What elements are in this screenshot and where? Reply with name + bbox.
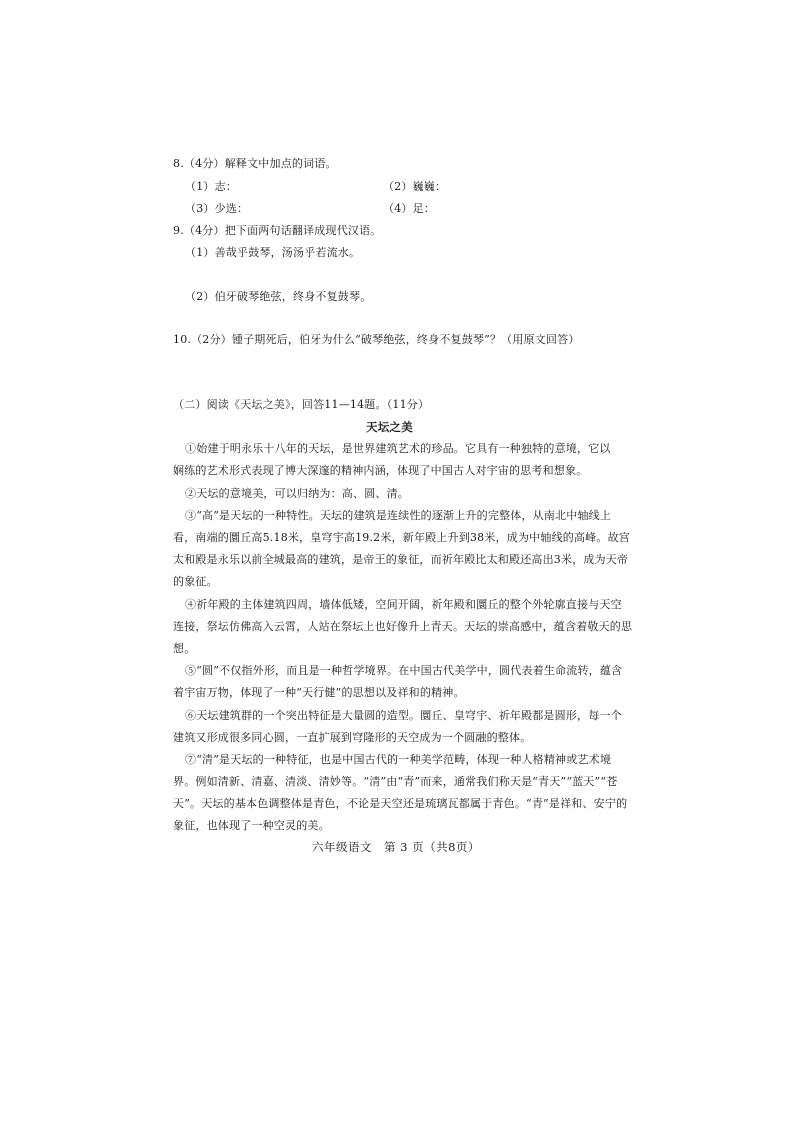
paragraph-line: ②天坛的意境美，可以归纳为：高、圆、清。 [185,487,409,500]
paragraph-line: 想。 [173,642,196,655]
question-8-prompt: 8.（4分）解释文中加点的词语。 [173,157,337,170]
question-8-item-1: （1）志： [185,180,237,193]
section-2-heading: （二）阅读《天坛之美》，回答11—14题。（11分） [173,398,430,411]
paragraph-line: ③“高”是天坛的一种特性。天坛的建筑是连续性的逐渐上升的完整体，从南北中轴线上 [185,509,612,522]
question-9-item-1: （1）善哉乎鼓琴，汤汤乎若流水。 [185,246,361,259]
paragraph-line: 建筑又形成很多同心圆，一直扩展到穹隆形的天空成为一个圆融的整体。 [173,731,532,744]
paragraph-line: ①始建于明永乐十八年的天坛，是世界建筑艺术的珍品。它具有一种独特的意境，它以 [185,442,611,455]
question-8-item-4: （4）足： [383,202,435,215]
paragraph-line: 象征，也体现了一种空灵的美。 [173,819,330,832]
paragraph-line: 看，南端的圜丘高5.18米，皇穹宇高19.2米，新年殿上升到38米，成为中轴线的高峰。故宫 [173,531,630,544]
paragraph-line: 太和殿是永乐以前全城最高的建筑，是帝王的象征，而祈年殿比太和殿还高出3米，成为天帝 [173,553,629,566]
page-footer: 六年级语文 第 3 页（共8页） [312,840,480,854]
paragraph-line: 着宇宙万物，体现了一种“天行健”的思想以及祥和的精神。 [173,686,465,699]
paragraph-line: 天”。天坛的基本色调整体是青色，不论是天空还是琉璃瓦都属于青色。“青”是祥和、安宁的 [173,797,628,810]
paragraph-line: 连接，祭坛仿佛高入云霄，人站在祭坛上也好像升上青天。天坛的崇高感中，蕴含着敬天的思 [173,620,633,633]
question-9-item-2: （2）伯牙破琴绝弦，终身不复鼓琴。 [185,290,372,303]
question-10-prompt: 10.（2分）锺子期死后，伯牙为什么“破琴绝弦，终身不复鼓琴”？（用原文回答） [173,333,580,346]
paragraph-line: 的象征。 [173,575,218,588]
paragraph-line: ④祈年殿的主体建筑四周，墙体低矮，空间开阔，祈年殿和圜丘的整个外轮廓直接与天空 [185,598,622,611]
question-8-item-2: （2）巍巍： [383,180,447,193]
paragraph-line: 娴练的艺术形式表现了博大深邃的精神内涵，体现了中国古人对宇宙的思考和想象。 [173,464,588,477]
paragraph-line: ⑦“清”是天坛的一种特征，也是中国古代的一种美学范畴，体现一种人格精神或艺术境 [185,753,612,766]
article-title: 天坛之美 [366,420,413,434]
question-8-item-3: （3）少选： [185,202,249,215]
question-9-prompt: 9.（4分）把下面两句话翻译成现代汉语。 [173,224,382,237]
paragraph-line: ⑤“圆”不仅指外形，而且是一种哲学境界。在中国古代美学中，圆代表着生命流转，蕴含 [185,664,623,677]
paragraph-line: 界。例如清新、清嘉、清淡、清妙等。“清”由“青”而来，通常我们称天是“青天”“蓝天”“苍 [173,775,618,788]
paragraph-line: ⑥天坛建筑群的一个突出特征是大量圆的造型。圜丘、皇穹宇、祈年殿都是圆形，每一个 [185,709,622,722]
